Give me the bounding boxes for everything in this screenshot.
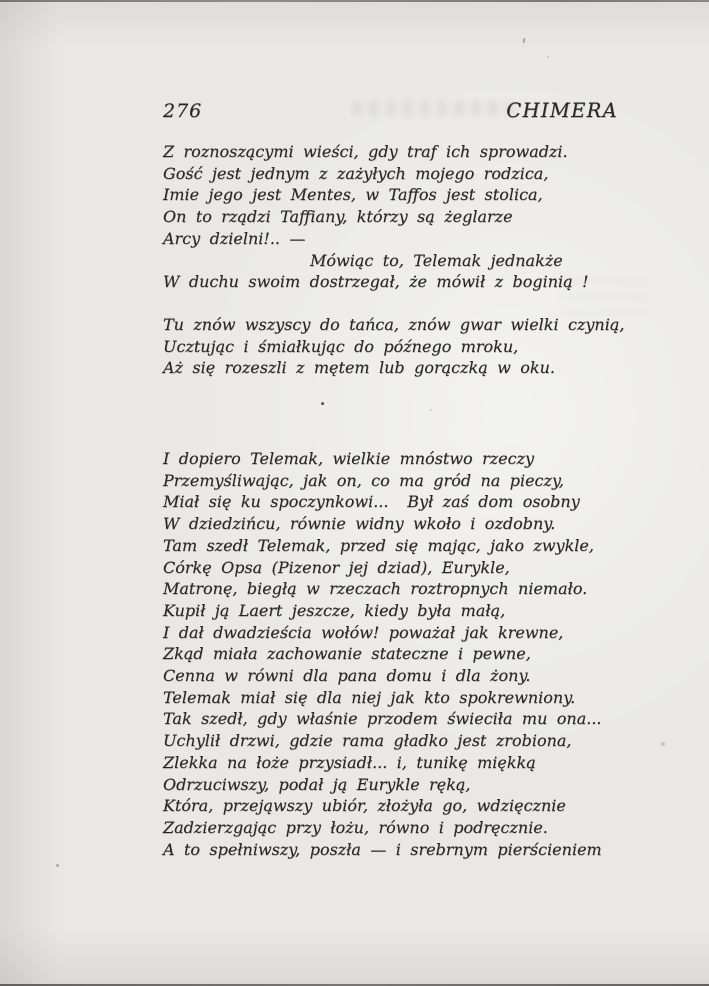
poem-line: Tak szedł, gdy właśnie przodem świeciła mu ona...	[163, 709, 602, 729]
poem-line: W duchu swoim dostrzegał, że mówił z boginią !	[163, 272, 589, 292]
poem-line: I dopiero Telemak, wielkie mnóstwo rzeczy	[163, 449, 535, 469]
poem-line: Zadzierzgając przy łożu, równo i podręcznie.	[163, 817, 548, 837]
poem-line: Matronę, biegłą w rzeczach roztropnych niemało.	[163, 579, 588, 599]
ink-speck	[547, 56, 549, 58]
poem-line: Uchylił drzwi, gdzie rama gładko jest zrobiona,	[163, 731, 572, 751]
poem-line: Aż się rozeszli z mętem lub gorączką w oku.	[163, 358, 555, 378]
poem-stanza	[163, 141, 663, 293]
poem-line: Imie jego jest Mentes, w Taffos jest stolica,	[163, 185, 543, 205]
scan-edge-top	[0, 0, 709, 2]
poem-line: I dał dwadzieścia wołów! poważał jak krewne,	[163, 622, 564, 642]
poem-line: Cenna w równi dla pana domu i dla żony.	[163, 666, 531, 686]
stanza-separator-dot: .	[320, 391, 326, 409]
poem	[163, 141, 663, 860]
poem-line: Przemyśliwając, jak on, co ma gród na pieczy,	[163, 470, 564, 490]
page-number: 276	[163, 100, 203, 122]
poem-line: Gość jest jednym z zażyłych mojego rodzica,	[163, 163, 549, 183]
poem-line: Miał się ku spoczynkowi... Był zaś dom osobny	[163, 492, 580, 512]
poem-line: Zlekka na łoże przysiadł... i, tunikę miękką	[163, 752, 536, 772]
poem-line: Arcy dzielni!.. —	[163, 228, 306, 248]
poem-line: Która, przejąwszy ubiór, złożyła go, wdzięcznie	[163, 796, 566, 816]
running-head	[163, 99, 618, 122]
ink-speck	[522, 38, 525, 43]
poem-line: On to rządzi Taffiany, którzy są żeglarze	[163, 207, 513, 227]
poem-line: A to spełniwszy, poszła — i srebrnym pierścieniem	[163, 839, 602, 859]
poem-stanza	[163, 314, 663, 379]
poem-line: Z roznoszącymi wieści, gdy traf ich sprowadzi.	[163, 142, 568, 161]
poem-line: Córkę Opsa (Pizenor jej dziad), Eurykle,	[163, 557, 510, 577]
journal-title: CHIMERA	[506, 99, 618, 122]
poem-line: Ucztując i śmiałkując do późnego mroku,	[163, 336, 519, 356]
poem-line: Tu znów wszyscy do tańca, znów gwar wielki czynią,	[163, 314, 625, 334]
poem-line: Telemak miał się dla niej jak kto spokrewniony.	[163, 687, 576, 707]
poem-line: W dziedzińcu, równie widny wkoło i ozdobny.	[163, 514, 556, 534]
poem-line: Kupił ją Laert jeszcze, kiedy była małą,	[163, 600, 506, 620]
poem-line: Zkąd miała zachowanie stateczne i pewne,	[163, 644, 531, 664]
poem-line: Odrzuciwszy, podał ją Eurykle ręką,	[163, 774, 471, 794]
poem-line: Mówiąc to, Telemak jednakże	[310, 250, 563, 270]
ink-speck	[56, 864, 59, 867]
poem-line: Tam szedł Telemak, przed się mając, jako zwykle,	[163, 535, 594, 555]
poem-stanza	[163, 448, 663, 860]
